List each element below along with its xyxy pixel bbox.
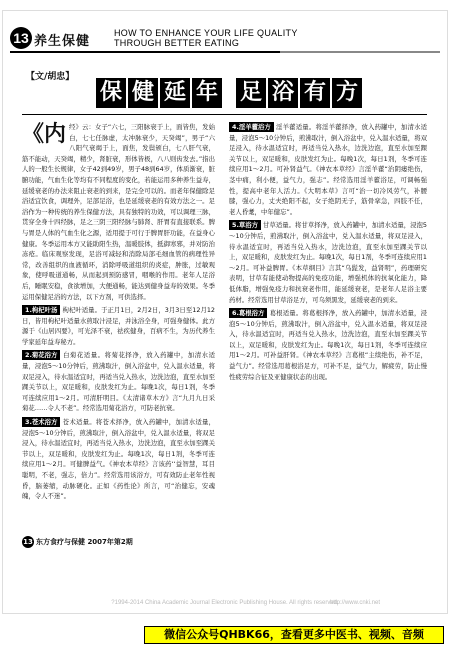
article-title [96,78,386,108]
cnki-url: http://www.cnki.net [329,600,380,606]
english-tagline [114,28,298,48]
section-text: 淫羊藿适量。将淫羊藿择净，放入药罐中，加清水适量，浸泡5～10分钟后，煎沸取汁，倒入浴盆中，兑入温水适量，将双足浸入，待水温适宜时，再适当兑入热水，边洗边泡，直至水加至踝关节以上，双足暖和，皮肤发红为止。每晚1次，每日1剂，冬季可连续应用1～2月。可补肾益气。《神农本草经》言淫羊藿“治阴痿绝伤，茎中痛，利小便，益气力，强志”。经常选用淫羊藿浴足，可调畅强性，提高中老年人活力。《大明本草》言可“治一切冷风劳气，补腰膝，强心力，丈夫绝阳不起，女子绝阴无子，筋骨挛急，四肢不任，老人昏耄，中年健忘”。 [229,123,427,216]
section-label: 3.苍术浴方 [22,417,60,427]
copyright-line [0,600,450,606]
title-char: 保 [96,78,126,108]
intro-paragraph [22,122,215,302]
header-rule-accent [280,51,440,53]
title-char: 方 [332,78,362,108]
intro-text: 经》云：女子“六七，三阳脉衰于上，面皆焦，发始白，七七任脉虚，太冲脉衰少，天癸竭”，男子“六八阳气衰竭于上，面焦，发鬓颁白，七八肝气衰，筋不能动，天癸竭，精少，肾脏衰，形体皆极，八八则齿发去。”指出人的一般生长规律，女子42到49岁，男子48到64岁，体质渐衰，脏腑功能，气血生化等均有不同程度的变化，若能运用多种养生益寿，延缓衰老的办法来阻止衰老的到来，是完全可以的。而老年保健除足浴适宜饮食，调理外，足部足浴，也是延缓衰老的有效方法之一。足浴作为一种传统的养生保健方法，具有独特的功效，可以调理三脉，贯穿全身十四经脉，足之三阴三阳经脉与肺肾、肝胃有直接联系。脾与胃是人体的气血生化之源，适用提于可行于脾胃肝功能，在益身心健康。冬季运用本方又能助阳生热，温暖肢体，抵御寒邪，并对防治冻疮。临床观察发现，足浴可减轻和消除局部毛细血管的病理性异常，改善组织的血液循环，消除呼吸道组织的炎症，肿胀，过敏观象，使呼吸道通畅，从而起到预防感冒，咽喉的作用。老年人足浴后，睡眠安稳，食欲增加，大便通畅，能达到健身益寿的效果。冬季运用保健足浴的方法，以下方剂，可供选择。 [22,123,215,301]
section-text: 苍术适量。将苍术择净，放入药罐中，加清水适量，浸泡5～10分钟后，煎沸取汁，倒入浴盆中，兑入温水适量，将双足浸入，待水温适宜时，再适当兑入热水，边洗边泡，直至水加至踝关节以上，双足暖和，皮肤发红为止。每晚1次，每日1剂，冬季可连续应用1～2月。可健脾益气。《神农本草经》言该药‘‘益智慧，耳目聪明，不老，强志，倍力”。经常选用该浴方，可有效防止老年性视昏，脑萎缩，动脉硬化。正如《药性论》所言，可“治健忘，安魂魄，令人不迷”。 [22,418,215,501]
section-label: 5.草浴方 [229,220,261,230]
copyright-text: ?1994-2014 China Academic Journal Electronic Publishing House. All rights reserved. [111,600,339,606]
section-paragraph [22,350,215,414]
right-column [229,122,427,382]
section-label: 2.菊花浴方 [22,350,60,360]
title-char: 有 [300,78,330,108]
section-text: 枸杞叶适量。于正月1日，2月2日，3月3日至12月12日，皆用枸杞叶适量水煎取汁浸足，并泳浴全身，可强身健体。此方源于《山居四要》，可光泽不衰，祛疾健身，百病不生，为历代养生学家延年益寿秘方。 [22,306,215,346]
title-char: 足 [236,78,266,108]
section-paragraph [22,305,215,347]
drop-cap: 《内 [22,121,67,147]
english-tagline-line1: HOW TO ENHANCE YOUR LIFE QUALITY [114,28,298,38]
promo-watermark: 微信公众号QHBK66，查看更多中医书、视频、音频 [144,626,444,644]
section-label: 1.枸杞叶汤 [22,305,60,315]
byline: 【文/胡忠】 [26,72,75,82]
section-text: 甘草适量。将甘草择净，放入药罐中，加清水适量，浸泡5～10分钟后，煎沸取汁，倒入浴盆中，兑入温水适量，将双足浸入，待水温适宜时，再适当兑入热水，边洗边泡，直至水加至踝关节以上，双足暖和，皮肤发红为止。每晚1次，每日1剂，冬季可连续应用1～2月。可补益脾胃。《本草纲目》言其“乌髭发，益肾明”，药理研究表明，甘草有能使动物提高的免疫功能，增强机体的抗氧化能力，降低体脂，增强免疫力和抗衰老作用，能延缓衰老，是老年人足浴主要药材。经常选用甘草浴足方，可乌须黑发，延缓衰老的到来。 [229,221,427,304]
left-column [22,122,215,502]
section-label: 6.葛根浴方 [229,308,267,318]
section-label: 4.淫羊藿浴方 [229,122,274,132]
title-char: 浴 [268,78,298,108]
title-char: 延 [160,78,190,108]
section-text: 葛根适量。将葛根择净，放入药罐中，加清水适量，浸泡5～10分钟后，煎沸取汁，倒入浴盆中，兑入温水适量，将双足浸入，待水温适宜时，再适当兑入热水，边洗边泡，直至水加至踝关节以上，双足暖和，皮肤发红为止。每晚1次，每日1剂，冬季可连续应用1～2月。可补益肝肾。《神农本草经》言葛根“主续绝伤，补不足，益气力”。经常选用葛根浴足方，可补不足，益气力，解疲劳，防止慢性疲劳综合征及亚健康状态的出现。 [229,309,427,381]
header [10,27,440,49]
section-paragraph [229,220,427,305]
page-footer [22,536,133,548]
footer-issue-badge: 13 [23,538,33,546]
section-text: 白菊花适量。将菊花择净，放入药罐中，加清水适量，浸泡5～10分钟后，煎沸取汁，倒入浴盆中，兑入温水适量，将双足浸入，待水温适宜时，再适当兑入热水，边洗边泡，直至水加至踝关节以上，双足暖和，皮肤发红为止。每晚1次，每日1剂，冬季可连续应用1～2月。可清肝明目。《太清诸草木方》言“九月九日采菊花……令人不老”。经常选用菊花浴方，可防老抗衰。 [22,351,215,413]
footer-issue: 2007年第2期 [87,538,133,546]
section-paragraph [229,308,427,382]
english-tagline-line2: THROUGH BETTER EATING [114,38,240,48]
section-paragraph [229,122,427,217]
section-category: 养生保健 [34,34,91,49]
title-underline [22,114,427,115]
issue-number-badge: 13 [10,27,32,49]
footer-journal: 东方食疗与保健 [36,538,85,546]
section-paragraph [22,417,215,502]
title-char: 健 [128,78,158,108]
title-char: 年 [192,78,222,108]
